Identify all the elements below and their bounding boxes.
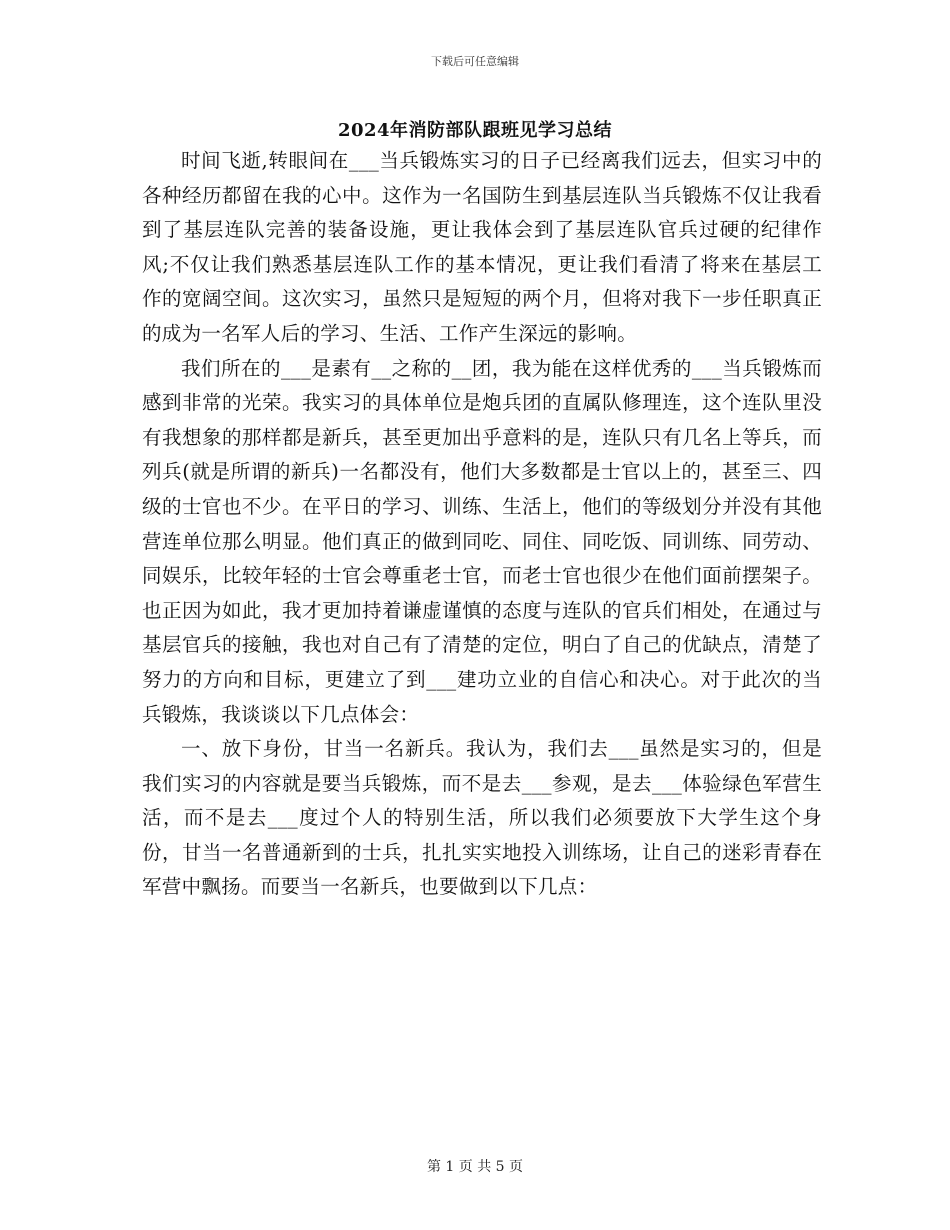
page-number: 第 1 页 共 5 页 [426, 1159, 524, 1175]
document-title: 2024年消防部队跟班见学习总结 [337, 120, 613, 141]
paragraph-2: 我们所在的___是素有__之称的__团，我为能在这样优秀的___当兵锻炼而感到非常的光荣。我实习的具体单位是炮兵团的直属队修理连，这个连队里没有我想象的那样都是新兵，甚至更加出乎意料的是，连队只有几名上等兵，而列兵(就是所谓的新兵)一名都没有，他们大多数都是士官以上的，甚至三、四级的士官也不少。在平日的学习、训练、生活上，他们的等级划分并没有其他营连单位那么明显。他们真正的做到同吃、同住、同吃饭、同训练、同劳动、同娱乐，比较年轻的士官会尊重老士官，而老士官也很少在他们面前摆架子。也正因为如此，我才更加持着谦虚谨慎的态度与连队的官兵们相处，在通过与基层官兵的接触，我也对自己有了清楚的定位，明白了自己的优缺点，清楚了努力的方向和目标，更建立了到___建功立业的自信心和决心。对于此次的当兵锻炼，我谈谈以下几点体会： [142, 356, 822, 726]
header-note: 下载后可任意编辑 [431, 55, 519, 68]
document-body [142, 144, 822, 905]
paragraph-1: 时间飞逝,转眼间在___当兵锻炼实习的日子已经离我们远去，但实习中的各种经历都留在我的心中。这作为一名国防生到基层连队当兵锻炼不仅让我看到了基层连队完善的装备设施，更让我体会到了基层连队官兵过硬的纪律作风;不仅让我们熟悉基层连队工作的基本情况，更让我们看清了将来在基层工作的宽阔空间。这次实习，虽然只是短短的两个月，但将对我下一步任职真正的成为一名军人后的学习、生活、工作产生深远的影响。 [142, 149, 822, 345]
paragraph-3: 一、放下身份，甘当一名新兵。我认为，我们去___虽然是实习的，但是我们实习的内容就是要当兵锻炼，而不是去___参观，是去___体验绿色军营生活，而不是去___度过个人的特别生活，所以我们必须要放下大学生这个身份，甘当一名普通新到的士兵，扎扎实实地投入训练场，让自己的迷彩青春在军营中飘扬。而要当一名新兵，也要做到以下几点： [142, 737, 822, 899]
